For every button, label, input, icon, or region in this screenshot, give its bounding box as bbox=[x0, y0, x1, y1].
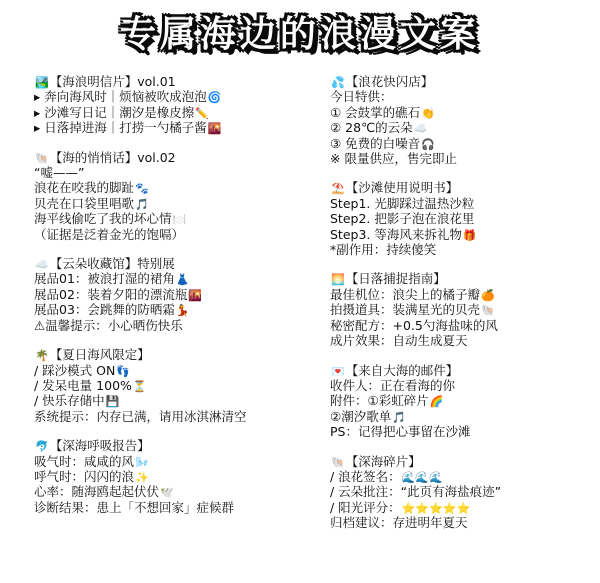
section-icon: 🐬 bbox=[35, 440, 49, 454]
section-heading bbox=[330, 271, 592, 286]
section-heading bbox=[34, 256, 314, 271]
text-line bbox=[330, 393, 592, 408]
line-text: 展品03：会跳舞的防晒霜 bbox=[34, 302, 175, 318]
section-heading bbox=[330, 454, 592, 469]
line-text: PS：记得把心事留在沙滩 bbox=[330, 424, 471, 440]
emoji-icon: 🍊 bbox=[481, 288, 495, 302]
line-text: “嘘——” bbox=[34, 165, 85, 181]
emoji-icon: ⏳ bbox=[132, 379, 147, 393]
text-line bbox=[330, 500, 592, 515]
text-line bbox=[34, 469, 314, 484]
line-text: 附件：①彩虹碎片 bbox=[330, 393, 429, 409]
line-text: / 浪花签名： bbox=[330, 468, 401, 484]
text-line bbox=[330, 120, 592, 135]
line-text: 呼气时：闪闪的浪 bbox=[34, 468, 135, 484]
section-icon: 💌 bbox=[331, 364, 345, 378]
text-line bbox=[330, 469, 592, 484]
line-text: *副作用：持续傻笑 bbox=[330, 242, 437, 258]
line-text: 贝壳在口袋里唱歌 bbox=[34, 195, 135, 211]
line-text: / 踩沙模式 ON bbox=[34, 362, 116, 378]
emoji-icon: 🌬️ bbox=[135, 455, 149, 469]
left-section bbox=[34, 438, 314, 515]
emoji-icon: 🕊️ bbox=[160, 486, 174, 500]
section-icon: 💦 bbox=[331, 76, 345, 89]
section-icon: ☁️ bbox=[35, 258, 49, 272]
emoji-icon: 🎵 bbox=[392, 410, 406, 424]
text-line bbox=[330, 227, 592, 242]
left-section bbox=[34, 256, 314, 333]
text-line bbox=[330, 105, 592, 120]
section-heading-text: 【浪花快闪店】 bbox=[345, 74, 434, 89]
right-section bbox=[330, 363, 592, 440]
text-line bbox=[34, 196, 314, 211]
emoji-icon: 🌈 bbox=[429, 395, 444, 409]
line-text: ▸ 沙滩写日记｜潮汐是橡皮擦 bbox=[34, 104, 195, 120]
section-heading bbox=[330, 363, 592, 378]
text-line bbox=[330, 196, 592, 211]
text-line bbox=[330, 318, 592, 333]
emoji-icon: 👗 bbox=[175, 273, 190, 287]
text-line bbox=[330, 242, 592, 257]
line-text: / 快乐存储中 bbox=[34, 393, 105, 409]
left-section bbox=[34, 347, 314, 424]
section-icon: 🏞️ bbox=[35, 76, 49, 89]
text-line bbox=[330, 515, 592, 530]
text-line bbox=[34, 227, 314, 242]
text-line bbox=[34, 302, 314, 317]
text-line bbox=[34, 393, 314, 408]
section-heading bbox=[330, 180, 592, 195]
emoji-icon: ⭐⭐⭐⭐⭐ bbox=[401, 501, 471, 515]
left-section bbox=[34, 150, 314, 242]
section-icon: ⛱️ bbox=[331, 182, 345, 196]
emoji-icon: 🌇 bbox=[207, 122, 222, 136]
page-title: 专属海边的浪漫文案 bbox=[119, 14, 480, 55]
text-line bbox=[330, 211, 592, 226]
text-line bbox=[330, 136, 592, 151]
emoji-icon: 🐾 bbox=[135, 182, 149, 196]
line-text: Step3. 等海风来拆礼物 bbox=[330, 226, 462, 242]
emoji-icon: ✨ bbox=[135, 470, 149, 484]
line-text: ▸ 奔向海风时｜烦恼被吹成泡泡 bbox=[34, 89, 207, 105]
emoji-icon: 🌀 bbox=[207, 91, 222, 105]
right-section bbox=[330, 271, 592, 348]
text-line bbox=[330, 333, 592, 348]
section-heading-text: 【深海碎片】 bbox=[345, 453, 421, 469]
line-text: （证据是泛着金光的饱嗝） bbox=[34, 226, 185, 242]
section-heading-text: 【沙滩使用说明书】 bbox=[345, 180, 459, 196]
right-section bbox=[330, 180, 592, 257]
right-section bbox=[330, 74, 592, 166]
line-text: 归档建议：存进明年夏天 bbox=[330, 515, 468, 531]
section-heading-text: 【深海呼吸报告】 bbox=[49, 438, 150, 454]
section-heading-text: 【云朵收藏馆】特别展 bbox=[49, 256, 175, 272]
emoji-icon: 🍽️ bbox=[172, 213, 187, 227]
text-line bbox=[34, 287, 314, 302]
line-text: ②潮汐歌单 bbox=[330, 408, 392, 424]
text-line bbox=[330, 378, 592, 393]
emoji-icon: 🎁 bbox=[462, 228, 477, 242]
section-heading-text: 【海的悄悄话】vol.02 bbox=[49, 149, 176, 165]
text-line bbox=[330, 151, 592, 166]
line-text: / 发呆电量 100% bbox=[34, 377, 132, 393]
text-line bbox=[34, 454, 314, 469]
text-line bbox=[34, 105, 314, 120]
emoji-icon: 💾 bbox=[105, 395, 120, 409]
text-line bbox=[34, 120, 314, 135]
line-text: 诊断结果：患上「不想回家」症候群 bbox=[34, 499, 235, 515]
section-heading bbox=[34, 74, 314, 89]
text-line bbox=[34, 409, 314, 424]
section-icon: 🌅 bbox=[331, 273, 345, 287]
emoji-icon: 💃 bbox=[175, 304, 190, 318]
text-line bbox=[330, 287, 592, 302]
section-icon: 🐚 bbox=[35, 151, 49, 165]
emoji-icon: 🎧 bbox=[421, 137, 435, 151]
text-line bbox=[34, 363, 314, 378]
line-text: / 阳光评分： bbox=[330, 499, 401, 515]
line-text: 最佳机位：浪尖上的橘子瓣 bbox=[330, 286, 481, 302]
line-text: 今日特供： bbox=[330, 89, 393, 105]
emoji-icon: 🌊🌊🌊 bbox=[401, 470, 443, 484]
section-heading bbox=[330, 74, 592, 89]
section-heading-text: 【夏日海风限定】 bbox=[49, 347, 150, 363]
line-text: Step2. 把影子泡在浪花里 bbox=[330, 211, 475, 227]
line-text: ③ 免费的白噪音 bbox=[330, 135, 421, 151]
left-column bbox=[34, 74, 314, 529]
section-heading-text: 【来自大海的邮件】 bbox=[345, 362, 459, 378]
line-text: ⚠温馨提示：小心晒伤快乐 bbox=[34, 317, 183, 333]
line-text: 收件人：正在看海的你 bbox=[330, 377, 456, 393]
line-text: ② 28℃的云朵 bbox=[330, 120, 413, 136]
text-line bbox=[34, 271, 314, 286]
text-line bbox=[34, 378, 314, 393]
section-heading-text: 【日落捕捉指南】 bbox=[345, 271, 446, 287]
line-text: 吸气时：咸咸的风 bbox=[34, 453, 135, 469]
line-text: / 云朵批注：“此页有海盐痕迹” bbox=[330, 484, 502, 500]
line-text: 展品02：装着夕阳的漂流瓶 bbox=[34, 286, 188, 302]
section-icon: 🐚 bbox=[331, 455, 345, 469]
text-line bbox=[330, 424, 592, 439]
right-section bbox=[330, 454, 592, 531]
section-heading bbox=[34, 150, 314, 165]
line-text: ① 会鼓掌的礁石 bbox=[330, 104, 421, 120]
section-heading-text: 【海浪明信片】vol.01 bbox=[49, 74, 176, 89]
line-text: 成片效果：自动生成夏天 bbox=[330, 333, 468, 349]
line-text: 海平线偷吃了我的坏心情 bbox=[34, 211, 172, 227]
line-text: 心率：随海鸥起起伏伏 bbox=[34, 484, 160, 500]
line-text: ▸ 日落掉进海｜打捞一勺橘子酱 bbox=[34, 120, 207, 136]
emoji-icon: ✏️ bbox=[195, 106, 209, 120]
emoji-icon: 🎵 bbox=[135, 197, 149, 211]
emoji-icon: 🌇 bbox=[188, 288, 203, 302]
emoji-icon: 👏 bbox=[421, 106, 435, 120]
text-line bbox=[330, 409, 592, 424]
text-line bbox=[34, 211, 314, 226]
line-text: 浪花在咬我的脚趾 bbox=[34, 180, 135, 196]
emoji-icon: 🐚 bbox=[481, 304, 495, 318]
text-line bbox=[34, 500, 314, 515]
text-line bbox=[34, 484, 314, 499]
left-section bbox=[34, 74, 314, 136]
emoji-icon: 👣 bbox=[116, 364, 131, 378]
line-text: ※ 限量供应，售完即止 bbox=[330, 151, 457, 167]
right-column bbox=[330, 74, 592, 545]
text-line bbox=[330, 302, 592, 317]
section-icon: 🌴 bbox=[35, 349, 49, 363]
line-text: 系统提示：内存已满，请用冰淇淋清空 bbox=[34, 408, 247, 424]
text-line bbox=[34, 165, 314, 180]
section-heading bbox=[34, 438, 314, 453]
line-text: Step1. 光脚踩过温热沙粒 bbox=[330, 195, 475, 211]
emoji-icon: ☁️ bbox=[413, 122, 428, 136]
text-line bbox=[34, 318, 314, 333]
section-heading bbox=[34, 347, 314, 362]
text-line bbox=[34, 89, 314, 104]
text-line bbox=[34, 180, 314, 195]
text-line bbox=[330, 89, 592, 104]
line-text: 秘密配方：+0.5勺海盐味的风 bbox=[330, 317, 498, 333]
text-line bbox=[330, 484, 592, 499]
line-text: 拍摄道具：装满星光的贝壳 bbox=[330, 302, 481, 318]
line-text: 展品01：被浪打湿的裙角 bbox=[34, 271, 175, 287]
